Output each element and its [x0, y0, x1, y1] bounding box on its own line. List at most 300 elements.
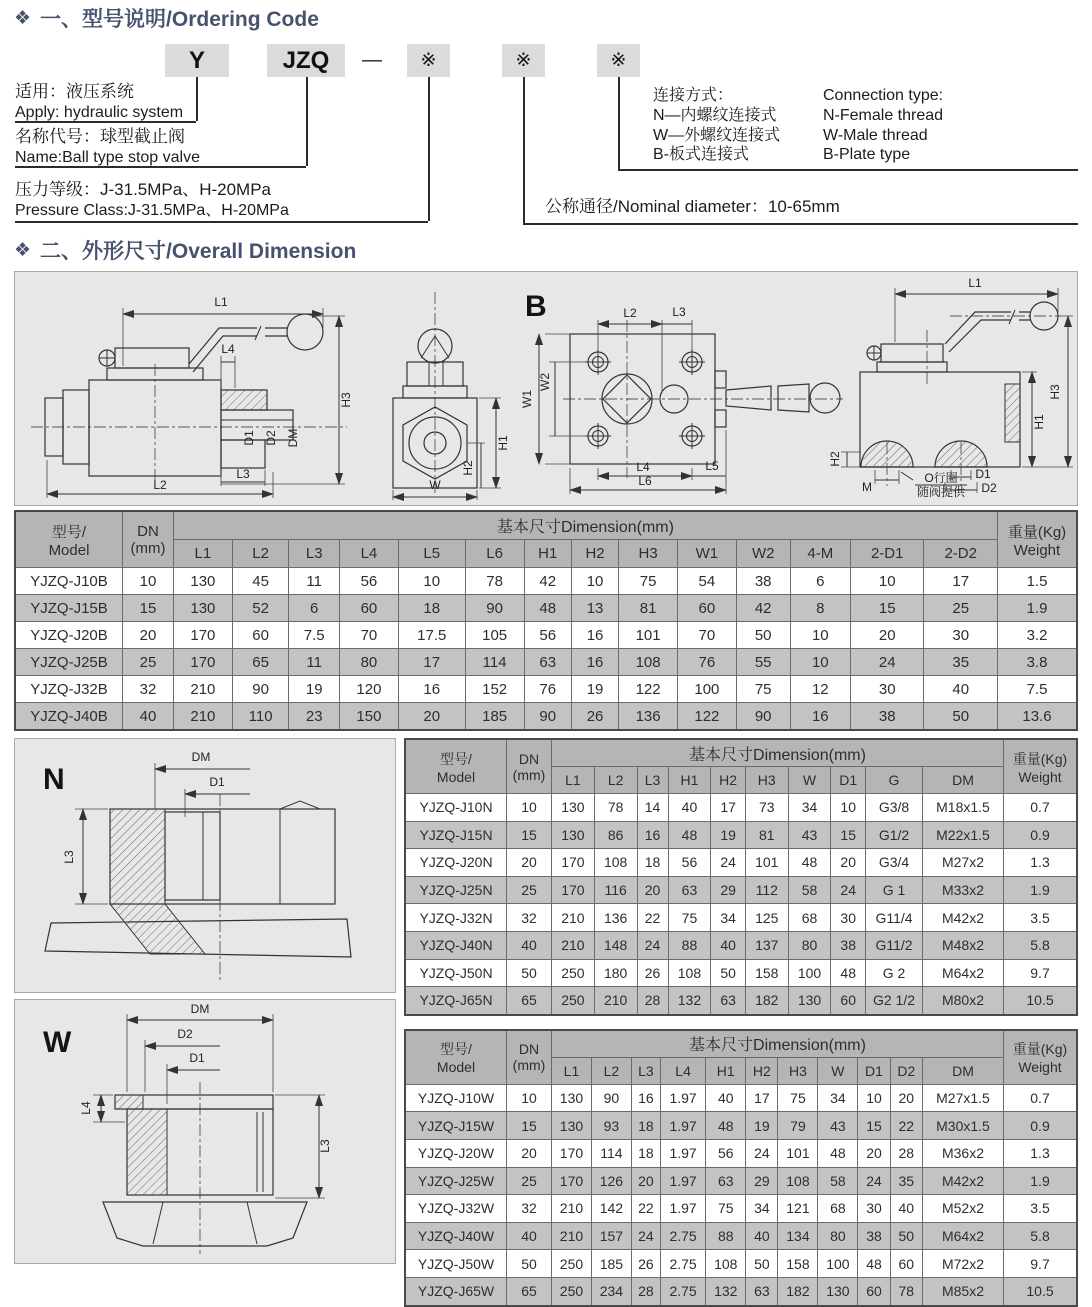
value-cell: M48x2	[923, 931, 1004, 959]
value-cell: 34	[746, 1195, 778, 1223]
value-cell: 17	[746, 1084, 778, 1112]
valve-drawings-svg	[15, 272, 1079, 500]
dim-column-header: DM	[923, 767, 1004, 794]
value-cell: 22	[631, 1195, 660, 1223]
dim-column-header: L1	[552, 767, 595, 794]
model-cell: YJZQ-J65N	[405, 987, 507, 1015]
value-cell: 40	[706, 1084, 746, 1112]
dim-column-header: L3	[289, 540, 340, 568]
value-cell: 79	[778, 1112, 818, 1140]
weight-column-header: 重量(Kg) Weight	[1004, 739, 1078, 794]
value-cell: 20	[507, 849, 552, 877]
value-cell: 63	[711, 987, 746, 1015]
table-row	[15, 568, 1077, 595]
value-cell: 50	[507, 1250, 552, 1278]
section-2-title-text: 二、外形尺寸/Overall Dimension	[40, 240, 357, 263]
model-cell: YJZQ-J25N	[405, 876, 507, 904]
value-cell: 10	[571, 568, 618, 595]
value-cell: 50	[924, 703, 998, 731]
dim-column-header: H3	[619, 540, 678, 568]
value-cell: G 2	[866, 959, 923, 987]
value-cell: M30x1.5	[923, 1112, 1004, 1140]
apply-label	[15, 82, 183, 122]
value-cell: 68	[788, 904, 831, 932]
value-cell: 180	[594, 959, 637, 987]
value-cell: 50	[711, 959, 746, 987]
dim-column-header: L5	[398, 540, 465, 568]
value-cell: 29	[746, 1167, 778, 1195]
dim-column-header: L4	[340, 540, 399, 568]
value-cell: 100	[818, 1250, 858, 1278]
dim-column-header: L2	[594, 767, 637, 794]
model-cell: YJZQ-J20N	[405, 849, 507, 877]
value-cell: 78	[594, 794, 637, 822]
value-cell: 152	[465, 676, 524, 703]
value-cell: 88	[668, 931, 711, 959]
model-column-header: 型号/ Model	[15, 511, 123, 568]
value-cell: 48	[706, 1112, 746, 1140]
value-cell: 108	[706, 1250, 746, 1278]
dim-column-header: L1	[174, 540, 233, 568]
male-thread-drawing-panel	[14, 999, 396, 1264]
model-cell: YJZQ-J32B	[15, 676, 123, 703]
value-cell: M18x1.5	[923, 794, 1004, 822]
table-row	[405, 1250, 1077, 1278]
value-cell: 40	[668, 794, 711, 822]
value-cell: 108	[668, 959, 711, 987]
value-cell: 90	[232, 676, 289, 703]
value-cell: 17	[711, 794, 746, 822]
value-cell: 6	[289, 595, 340, 622]
dim-label-h3: H3	[339, 392, 353, 408]
value-cell: 60	[831, 987, 866, 1015]
value-cell: 93	[591, 1112, 631, 1140]
value-cell: 28	[890, 1139, 922, 1167]
value-cell: 2.75	[660, 1222, 705, 1250]
value-cell: 136	[619, 703, 678, 731]
value-cell: M22x1.5	[923, 821, 1004, 849]
value-cell: 24	[831, 876, 866, 904]
connection-cn-line: B-板式连接式	[653, 146, 750, 164]
table-row	[405, 931, 1077, 959]
value-cell: 130	[788, 987, 831, 1015]
apply-label-en: Apply: hydraulic system	[15, 103, 184, 121]
value-cell: G11/2	[866, 931, 923, 959]
value-cell: 20	[398, 703, 465, 731]
table-row	[15, 649, 1077, 676]
table-row	[405, 1195, 1077, 1223]
value-cell: 13.6	[998, 703, 1078, 731]
connection-cn-line: N—内螺纹连接式	[653, 106, 777, 124]
value-cell: 100	[788, 959, 831, 987]
name-label-en: Name:Ball type stop valve	[15, 148, 200, 166]
value-cell: 24	[850, 649, 923, 676]
pressure-label-en: Pressure Class:J-31.5MPa、H-20MPa	[15, 201, 289, 219]
model-cell: YJZQ-J10W	[405, 1084, 507, 1112]
table-row	[15, 622, 1077, 649]
value-cell: 9.7	[1004, 959, 1078, 987]
dim-label-l5: L5	[705, 459, 719, 473]
value-cell: 101	[778, 1139, 818, 1167]
value-cell: 13	[571, 595, 618, 622]
section-diamond-icon: ❖	[14, 239, 32, 261]
table-row	[405, 1277, 1077, 1305]
value-cell: 112	[745, 876, 788, 904]
value-cell: 35	[924, 649, 998, 676]
value-cell: 210	[174, 703, 233, 731]
value-cell: 22	[890, 1112, 922, 1140]
dim-label-w2: W2	[538, 373, 552, 391]
value-cell: 50	[736, 622, 790, 649]
dim-column-header: W	[818, 1057, 858, 1084]
value-cell: 10	[398, 568, 465, 595]
dim-label-dm: DM	[191, 750, 211, 764]
leader-line	[428, 77, 430, 221]
dim-label-h1: H1	[496, 435, 510, 451]
weight-column-header: 重量(Kg) Weight	[1004, 1030, 1078, 1085]
value-cell: 210	[594, 987, 637, 1015]
model-cell: YJZQ-J65W	[405, 1277, 507, 1305]
value-cell: 16	[637, 821, 668, 849]
dim-column-header: G	[866, 767, 923, 794]
value-cell: 130	[174, 568, 233, 595]
value-cell: 76	[524, 676, 571, 703]
dim-column-header: H1	[706, 1057, 746, 1084]
value-cell: 108	[778, 1167, 818, 1195]
value-cell: 19	[711, 821, 746, 849]
dim-label-h3: H3	[1048, 384, 1062, 400]
value-cell: 170	[552, 1167, 592, 1195]
connection-cn-line: 连接方式：	[653, 87, 734, 104]
value-cell: M42x2	[923, 1167, 1004, 1195]
value-cell: 65	[232, 649, 289, 676]
dimension-group-header: 基本尺寸Dimension(mm)	[174, 511, 998, 540]
female-thread-drawing-panel	[14, 738, 396, 993]
value-cell: 122	[619, 676, 678, 703]
value-cell: 15	[123, 595, 174, 622]
value-cell: M64x2	[923, 959, 1004, 987]
value-cell: 70	[678, 622, 737, 649]
connection-en-line: Connection type:	[823, 87, 944, 104]
dim-column-header: H1	[668, 767, 711, 794]
model-cell: YJZQ-J50W	[405, 1250, 507, 1278]
value-cell: 10.5	[1004, 1277, 1078, 1305]
model-cell: YJZQ-J20B	[15, 622, 123, 649]
dimension-table-w	[404, 1029, 1078, 1307]
value-cell: 20	[850, 622, 923, 649]
section-diamond-icon: ❖	[14, 7, 32, 29]
value-cell: 22	[637, 904, 668, 932]
dim-label-l1: L1	[214, 295, 228, 309]
value-cell: 70	[340, 622, 399, 649]
model-cell: YJZQ-J10N	[405, 794, 507, 822]
value-cell: 10	[790, 649, 850, 676]
value-cell: 182	[745, 987, 788, 1015]
code-box-star-3: ※	[597, 44, 640, 77]
table-header	[15, 511, 1077, 568]
valve-side-view	[31, 295, 353, 498]
model-cell: YJZQ-J40W	[405, 1222, 507, 1250]
value-cell: G2 1/2	[866, 987, 923, 1015]
value-cell: 16	[790, 703, 850, 731]
value-cell: 5.8	[1004, 931, 1078, 959]
value-cell: 75	[619, 568, 678, 595]
value-cell: 48	[524, 595, 571, 622]
overall-dimension-drawing-panel	[14, 271, 1078, 506]
dimension-group-header: 基本尺寸Dimension(mm)	[552, 739, 1004, 767]
value-cell: 40	[123, 703, 174, 731]
value-cell: 80	[818, 1222, 858, 1250]
dim-label-l3: L3	[236, 467, 250, 481]
model-cell: YJZQ-J40N	[405, 931, 507, 959]
value-cell: 15	[831, 821, 866, 849]
value-cell: 24	[858, 1167, 890, 1195]
value-cell: 132	[706, 1277, 746, 1305]
value-cell: 40	[746, 1222, 778, 1250]
value-cell: 0.7	[1004, 1084, 1078, 1112]
leader-line	[306, 77, 308, 166]
value-cell: 55	[736, 649, 790, 676]
value-cell: 81	[619, 595, 678, 622]
value-cell: 75	[706, 1195, 746, 1223]
model-cell: YJZQ-J32N	[405, 904, 507, 932]
code-dash: —	[362, 49, 382, 71]
table-row	[405, 1222, 1077, 1250]
value-cell: 12	[790, 676, 850, 703]
value-cell: 7.5	[289, 622, 340, 649]
dim-label-l4: L4	[221, 342, 235, 356]
value-cell: 24	[711, 849, 746, 877]
value-cell: 63	[746, 1277, 778, 1305]
apply-label-cn: 适用：液压系统	[15, 82, 134, 101]
value-cell: 56	[668, 849, 711, 877]
value-cell: 9.7	[1004, 1250, 1078, 1278]
value-cell: 43	[818, 1112, 858, 1140]
value-cell: M85x2	[923, 1277, 1004, 1305]
value-cell: 88	[706, 1222, 746, 1250]
dim-label-l3: L3	[62, 850, 76, 864]
value-cell: 10	[507, 794, 552, 822]
value-cell: 68	[818, 1195, 858, 1223]
value-cell: 34	[788, 794, 831, 822]
dim-label-l3: L3	[672, 305, 686, 319]
value-cell: 18	[631, 1139, 660, 1167]
value-cell: 105	[465, 622, 524, 649]
value-cell: 170	[552, 876, 595, 904]
value-cell: 15	[858, 1112, 890, 1140]
value-cell: G3/4	[866, 849, 923, 877]
value-cell: 121	[778, 1195, 818, 1223]
value-cell: 16	[571, 622, 618, 649]
value-cell: 250	[552, 1250, 592, 1278]
dim-column-header: H2	[711, 767, 746, 794]
nominal-diameter-text: 公称通径/Nominal diameter：10-65mm	[545, 197, 840, 216]
value-cell: M42x2	[923, 904, 1004, 932]
value-cell: 130	[552, 821, 595, 849]
dim-label-h1: H1	[1032, 414, 1046, 430]
plate-side-view	[828, 276, 1073, 499]
value-cell: 80	[788, 931, 831, 959]
value-cell: 17	[398, 649, 465, 676]
value-cell: 120	[340, 676, 399, 703]
value-cell: 101	[619, 622, 678, 649]
value-cell: 20	[831, 849, 866, 877]
value-cell: 56	[524, 622, 571, 649]
value-cell: 25	[924, 595, 998, 622]
dim-column-header: L3	[637, 767, 668, 794]
value-cell: 60	[678, 595, 737, 622]
value-cell: 19	[746, 1112, 778, 1140]
value-cell: 10	[790, 622, 850, 649]
value-cell: 60	[858, 1277, 890, 1305]
value-cell: 116	[594, 876, 637, 904]
value-cell: 126	[591, 1167, 631, 1195]
value-cell: 1.97	[660, 1112, 705, 1140]
value-cell: 1.97	[660, 1167, 705, 1195]
value-cell: 15	[507, 821, 552, 849]
dim-column-header: 2-D1	[850, 540, 923, 568]
dim-label-l4: L4	[79, 1101, 93, 1115]
connection-type-label	[653, 86, 943, 165]
value-cell: 25	[507, 876, 552, 904]
dim-label-w: W	[429, 478, 441, 492]
dn-column-header: DN (mm)	[507, 1030, 552, 1085]
value-cell: 26	[637, 959, 668, 987]
value-cell: 56	[340, 568, 399, 595]
value-cell: 20	[123, 622, 174, 649]
pressure-label	[15, 180, 289, 220]
value-cell: 170	[552, 1139, 592, 1167]
value-cell: 45	[232, 568, 289, 595]
section-1-title-text: 一、型号说明/Ordering Code	[40, 8, 319, 31]
value-cell: 29	[711, 876, 746, 904]
dim-column-header: L3	[631, 1057, 660, 1084]
dim-label-dm: DM	[286, 428, 300, 448]
value-cell: G11/4	[866, 904, 923, 932]
value-cell: 185	[465, 703, 524, 731]
value-cell: 20	[631, 1167, 660, 1195]
value-cell: 182	[778, 1277, 818, 1305]
value-cell: 52	[232, 595, 289, 622]
value-cell: 101	[745, 849, 788, 877]
value-cell: 90	[465, 595, 524, 622]
value-cell: 76	[678, 649, 737, 676]
value-cell: 63	[668, 876, 711, 904]
value-cell: 1.97	[660, 1084, 705, 1112]
value-cell: 10.5	[1004, 987, 1078, 1015]
value-cell: 50	[890, 1222, 922, 1250]
dim-column-header: W2	[736, 540, 790, 568]
value-cell: G3/8	[866, 794, 923, 822]
value-cell: 32	[123, 676, 174, 703]
dim-column-header: W	[788, 767, 831, 794]
value-cell: M64x2	[923, 1222, 1004, 1250]
value-cell: 58	[788, 876, 831, 904]
dim-label-l1: L1	[968, 276, 982, 290]
dim-label-d1: D1	[975, 467, 991, 481]
value-cell: 40	[890, 1195, 922, 1223]
dim-label-dm: DM	[190, 1002, 210, 1016]
value-cell: 30	[850, 676, 923, 703]
value-cell: 15	[507, 1112, 552, 1140]
value-cell: 2.75	[660, 1250, 705, 1278]
value-cell: 10	[831, 794, 866, 822]
value-cell: 24	[746, 1139, 778, 1167]
value-cell: 20	[858, 1139, 890, 1167]
value-cell: 170	[552, 849, 595, 877]
value-cell: 7.5	[998, 676, 1078, 703]
dim-column-header: D1	[831, 767, 866, 794]
value-cell: 1.9	[1004, 876, 1078, 904]
model-cell: YJZQ-J40B	[15, 703, 123, 731]
value-cell: 18	[398, 595, 465, 622]
value-cell: 40	[507, 931, 552, 959]
value-cell: 210	[552, 904, 595, 932]
value-cell: 75	[736, 676, 790, 703]
table-row	[405, 1139, 1077, 1167]
value-cell: 210	[174, 676, 233, 703]
value-cell: 50	[507, 959, 552, 987]
value-cell: 250	[552, 1277, 592, 1305]
value-cell: 80	[340, 649, 399, 676]
value-cell: 130	[552, 794, 595, 822]
value-cell: 108	[594, 849, 637, 877]
table-row	[405, 904, 1077, 932]
model-cell: YJZQ-J20W	[405, 1139, 507, 1167]
value-cell: 50	[746, 1250, 778, 1278]
value-cell: 78	[465, 568, 524, 595]
value-cell: 20	[507, 1139, 552, 1167]
value-cell: 210	[552, 1195, 592, 1223]
dim-column-header: L2	[232, 540, 289, 568]
value-cell: 122	[678, 703, 737, 731]
value-cell: 157	[591, 1222, 631, 1250]
value-cell: 6	[790, 568, 850, 595]
leader-line	[618, 169, 1078, 171]
value-cell: 63	[524, 649, 571, 676]
value-cell: 130	[552, 1112, 592, 1140]
value-cell: 48	[668, 821, 711, 849]
value-cell: 16	[631, 1084, 660, 1112]
value-cell: 10	[850, 568, 923, 595]
value-cell: 28	[637, 987, 668, 1015]
value-cell: 60	[340, 595, 399, 622]
value-cell: 19	[571, 676, 618, 703]
value-cell: 170	[174, 649, 233, 676]
value-cell: 30	[924, 622, 998, 649]
dim-column-header: 2-D2	[924, 540, 998, 568]
model-cell: YJZQ-J25W	[405, 1167, 507, 1195]
value-cell: 16	[398, 676, 465, 703]
value-cell: 137	[745, 931, 788, 959]
model-cell: YJZQ-J15N	[405, 821, 507, 849]
value-cell: 58	[818, 1167, 858, 1195]
value-cell: M36x2	[923, 1139, 1004, 1167]
value-cell: 210	[552, 931, 595, 959]
dim-column-header: D2	[890, 1057, 922, 1084]
table-row	[405, 1112, 1077, 1140]
dim-label-m: M	[862, 480, 872, 494]
code-box-star-2: ※	[502, 44, 545, 77]
nominal-diameter-label	[545, 197, 840, 218]
dim-column-header: L1	[552, 1057, 592, 1084]
value-cell: 38	[831, 931, 866, 959]
dim-label-d1: D1	[189, 1051, 205, 1065]
value-cell: M33x2	[923, 876, 1004, 904]
dim-column-header: W1	[678, 540, 737, 568]
value-cell: 3.5	[1004, 904, 1078, 932]
value-cell: 15	[850, 595, 923, 622]
